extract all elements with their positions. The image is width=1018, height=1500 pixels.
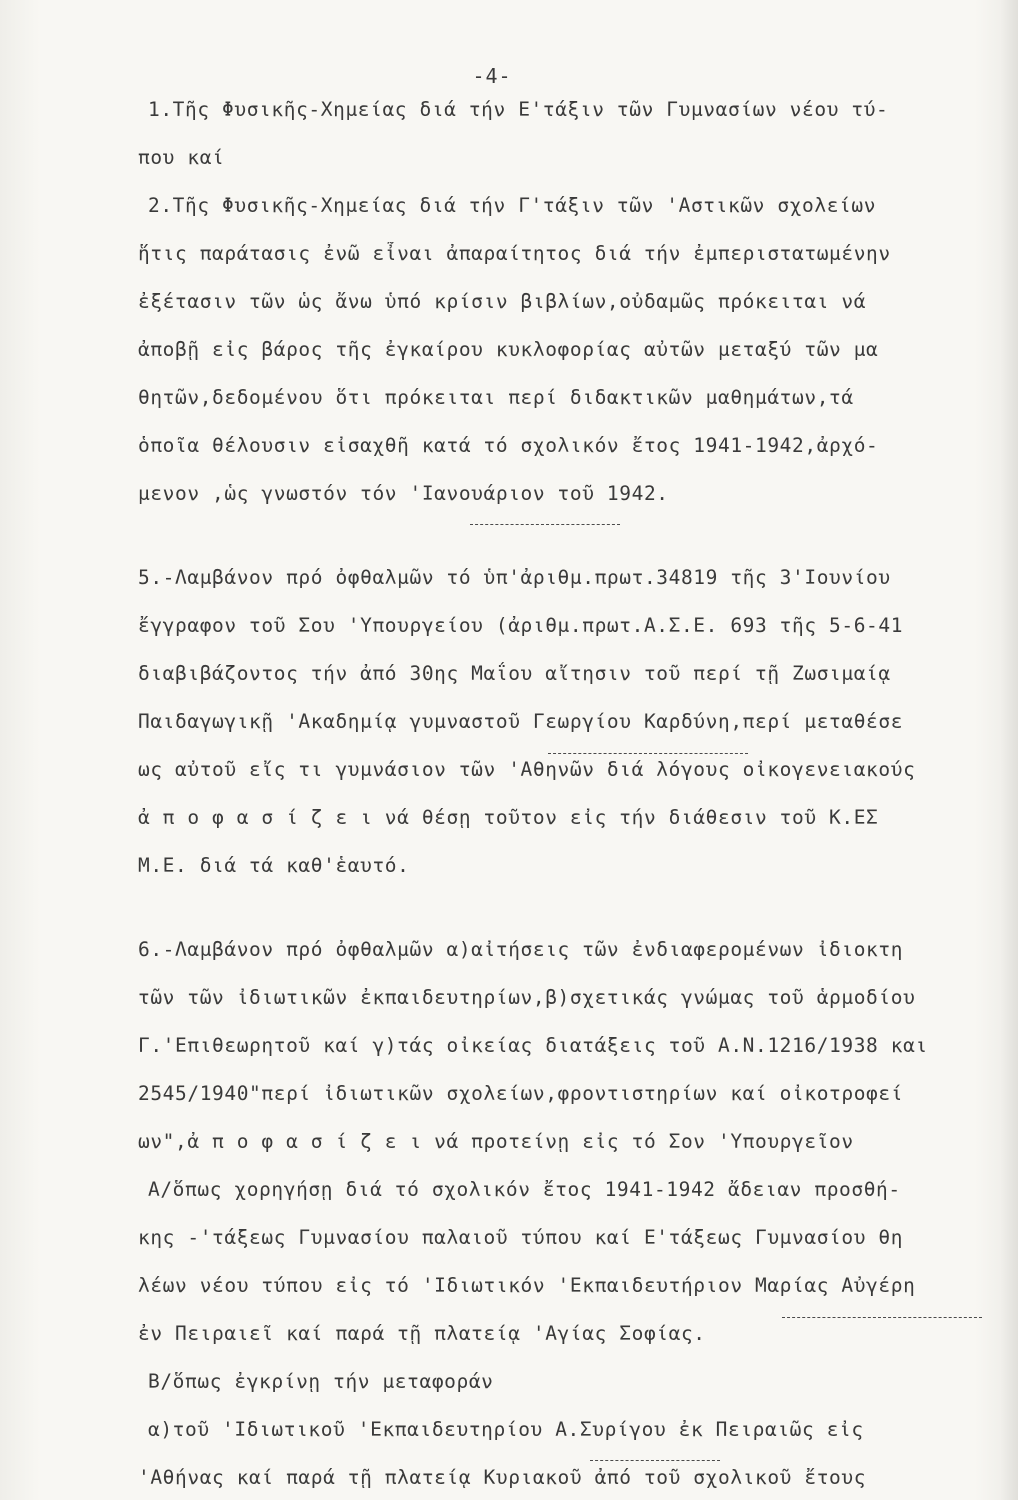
text-line: ων",ἀ π ο φ α σ ί ζ ε ι νά προτείνῃ εἰς τό Σον 'Υπουργεῖον — [138, 1130, 854, 1153]
page-edge-shadow — [1000, 0, 1018, 1500]
text-line: τῶν τῶν ἰδιωτικῶν ἐκπαιδευτηρίων,β)σχετικάς γνώμας τοῦ ἁρμοδίου — [138, 986, 916, 1009]
text-line: Γ.'Επιθεωρητοῦ καί γ)τάς οἰκείας διατάξεις τοῦ Α.Ν.1216/1938 και — [138, 1034, 928, 1057]
text-line: ἔγγραφον τοῦ Σου 'Υπουργείου (ἀριθμ.πρωτ.Α.Σ.Ε. 693 τῆς 5-6-41 — [138, 614, 904, 637]
page-number: -4- — [472, 64, 512, 88]
text-line: ἀποβῇ εἰς βάρος τῆς ἐγκαίρου κυκλοφορίας αὐτῶν μεταξύ τῶν μα — [138, 338, 879, 361]
text-line: Β/ὅπως ἐγκρίνῃ τήν μεταφοράν — [148, 1370, 494, 1393]
text-line: ἀ π ο φ α σ ί ζ ε ι νά θέσῃ τοῦτον εἰς τήν διάθεσιν τοῦ Κ.ΕΣ — [138, 806, 879, 829]
text-line: θητῶν,δεδομένου ὅτι πρόκειται περί διδακτικῶν μαθημάτων,τά — [138, 386, 854, 409]
text-line: ως αὐτοῦ εἴς τι γυμνάσιον τῶν 'Αθηνῶν διά λόγους οἰκογενειακούς — [138, 758, 916, 781]
text-line: Α/ὅπως χορηγήσῃ διά τό σχολικόν ἔτος 1941-1942 ἄδειαν προσθή- — [148, 1178, 901, 1201]
text-line: 5.-Λαμβάνον πρό ὀφθαλμῶν τό ὑπ'ἀριθμ.πρωτ.34819 τῆς 3'Ιουνίου — [138, 566, 891, 589]
text-line: α)τοῦ 'Ιδιωτικοῦ 'Εκπαιδευτηρίου Α.Συρίγου ἐκ Πειραιῶς εἰς — [148, 1418, 864, 1441]
underline-augeri — [782, 1317, 982, 1318]
underline-ianouarion — [470, 524, 620, 525]
text-line: ἐν Πειραιεῖ καί παρά τῇ πλατείᾳ 'Αγίας Σοφίας. — [138, 1322, 706, 1345]
text-line: που καί — [138, 146, 225, 169]
text-line: διαβιβάζοντος τήν ἀπό 30ης Μαΐου αἴτησιν τοῦ περί τῇ Ζωσιμαίᾳ — [138, 662, 891, 685]
text-line: Παιδαγωγικῇ 'Ακαδημίᾳ γυμναστοῦ Γεωργίου Καρδύνη,περί μεταθέσε — [138, 710, 904, 733]
underline-syrigou — [590, 1460, 720, 1461]
text-line: μενον ,ὡς γνωστόν τόν 'Ιανουάριον τοῦ 1942. — [138, 482, 669, 505]
text-line: Μ.Ε. διά τά καθ'ἑαυτό. — [138, 854, 410, 877]
text-line: κης -'τάξεως Γυμνασίου παλαιοῦ τύπου καί Ε'τάξεως Γυμνασίου θη — [138, 1226, 904, 1249]
text-line: ἥτις παράτασις ἐνῶ εἶναι ἀπαραίτητος διά τήν ἐμπεριστατωμένην — [138, 242, 891, 265]
text-line: 1.Τῆς Φυσικῆς-Χημείας διά τήν Ε'τάξιν τῶν Γυμνασίων νέου τύ- — [148, 98, 889, 121]
text-line: 'Αθήνας καί παρά τῇ πλατείᾳ Κυριακοῦ ἀπό τοῦ σχολικοῦ ἔτους — [138, 1466, 867, 1489]
underline-karduni — [548, 753, 748, 754]
text-line: λέων νέου τύπου εἰς τό 'Ιδιωτικόν 'Εκπαιδευτήριον Μαρίας Αὐγέρη — [138, 1274, 916, 1297]
text-line: ἐξέτασιν τῶν ὡς ἄνω ὑπό κρίσιν βιβλίων,οὐδαμῶς πρόκειται νά — [138, 290, 867, 313]
text-line: ὁποῖα θέλουσιν εἰσαχθῆ κατά τό σχολικόν ἔτος 1941-1942,ἀρχό- — [138, 434, 879, 457]
text-line: 2.Τῆς Φυσικῆς-Χημείας διά τήν Γ'τάξιν τῶν 'Αστικῶν σχολείων — [148, 194, 877, 217]
text-line: 2545/1940"περί ἰδιωτικῶν σχολείων,φροντιστηρίων καί οἰκοτροφεί — [138, 1082, 904, 1105]
text-line: 6.-Λαμβάνον πρό ὀφθαλμῶν α)αἰτήσεις τῶν ἐνδιαφερομένων ἰδιοκτη — [138, 938, 904, 961]
